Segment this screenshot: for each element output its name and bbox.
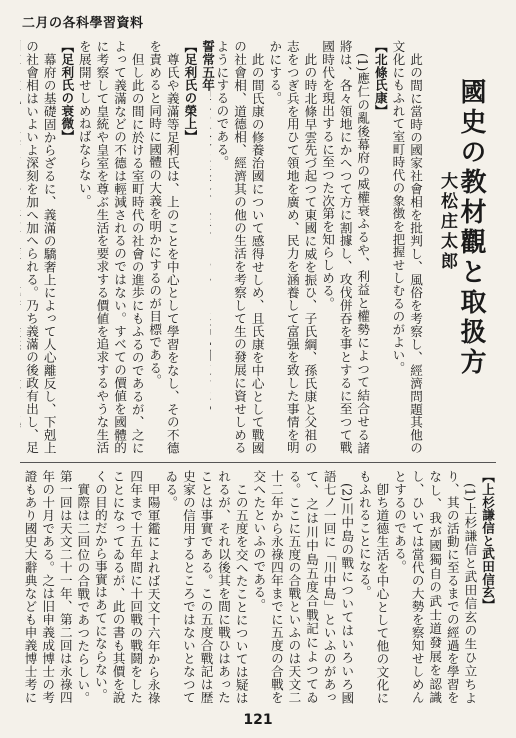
section-heading-hojo: 【北條氏康】 xyxy=(372,40,388,118)
section-heading-uesugi-takeda: 【上杉謙信と武田信玄】 xyxy=(480,470,495,612)
text-paragraph: 幕府の基礎固からざるに、義滿の驕奢上によって人心離反し、下剋上の社會相はいよいよ深刻を加へ加へられる。乃ち義滿の後政有出し、足 xyxy=(24,40,57,454)
text-paragraph: (1)應仁の亂後幕府の威權衰ふるや、利益と權勢によつて結合せる諸將は、各々領地にかへつて方に割據し、攻伐併吞を事とするに至つて戰國時代を現出するに至つた次第を知らしめる。 xyxy=(320,40,371,454)
text-paragraph: 此の間に當時の國家社會相を批判し、風俗を考察し、經濟問題其他の文化にもふれて室町時代の象徴を把握せしむるのがよい。 xyxy=(390,40,423,454)
text-paragraph: 但し此の間に於ける室町時代の社會の進歩にもふるのであるが、之によって義滿などの不德は輕減されるのではない。すべての價値を國體的に考察して皇統や皇室を尊ぶ生活を要求する價値を追求するやうな生活を展開せしめねばならない。 xyxy=(76,40,145,454)
section-heading-ashikaga-rise: 【足利氏の榮上】 xyxy=(182,40,198,143)
article-title: 國史の教材觀と取扱方 xyxy=(456,78,486,378)
lower-text-block xyxy=(20,470,496,704)
section-divider xyxy=(20,462,496,463)
running-header: 二月の各科學習資料 xyxy=(22,16,144,31)
text-paragraph: 甲陽軍鑑によれば天文十六年から永祿四年まで十五年間に十回戰の戰鬪をしたことになってゐるが、此の書も其價を說くの目的だから事實はあてにならない。 xyxy=(92,470,161,704)
text-paragraph: 實際は二回位の合戰であつたらしい。第一回は天文二十一年、第二回は永祿四年の十月である。之は旧申義成博士の考證もあり國史大辭典なども申義博士考に xyxy=(22,470,91,704)
upper-right-text-block xyxy=(210,40,424,454)
section-heading-era: 誓常五年 xyxy=(200,40,215,92)
text-paragraph: この五度を交へたことについては疑はれるが、それ以後其を間に戰ひはあったことは事實である。この五度合戰記は歴史家の信用するところではないとなつてゐる。 xyxy=(163,470,249,704)
section-heading-ashikaga-decline: 【足利氏の衰微】 xyxy=(59,40,75,143)
page-number: 121 xyxy=(243,712,273,728)
text-paragraph: (1)上杉謙信と武田信玄の生ひ立ちより、其の活動に至るまでの經過を學習をなし、我が國獨自の武士道發展を認識し、ひいては當代の大勢を察知せしめんとするのである。 xyxy=(392,470,478,704)
text-paragraph: 卽ち道德生活を中心として他の文化にもふれることになる。 xyxy=(356,470,390,704)
text-paragraph: 此の間氏康の修養治國について感得せしめ、且氏康を中心として戰國の社會相、道德相、經濟其の他の生活を考察して生の發展に資せしめるようにするのである。 xyxy=(214,40,265,454)
upper-left-text-block xyxy=(20,40,216,454)
article-author: 大松庄太郎 xyxy=(437,172,457,272)
text-paragraph: 此の時北條早雲先づ起つて東國に威を振ひ、子氏綱、孫氏康と父祖の志をつぎ兵を用ひて領地を廣め、民力を涵養して富强を致した事情を明かにする。 xyxy=(267,40,318,454)
text-paragraph: (2)川中島の戰についてはいろいろ國語七ノ一回に「川中島」といふのがあって、之は川中島五度合戰記によつてゐる。ここに五度の合戰といふのは天文二十二年から永祿四年までに五度の合戰を交へたといふのである。 xyxy=(251,470,355,704)
text-paragraph: 尊氏や義滿等足利氏は、上のことを中心として學習をなし、その不德を責めると同時に國體の大義を明かにするのが目標である。 xyxy=(147,40,180,454)
